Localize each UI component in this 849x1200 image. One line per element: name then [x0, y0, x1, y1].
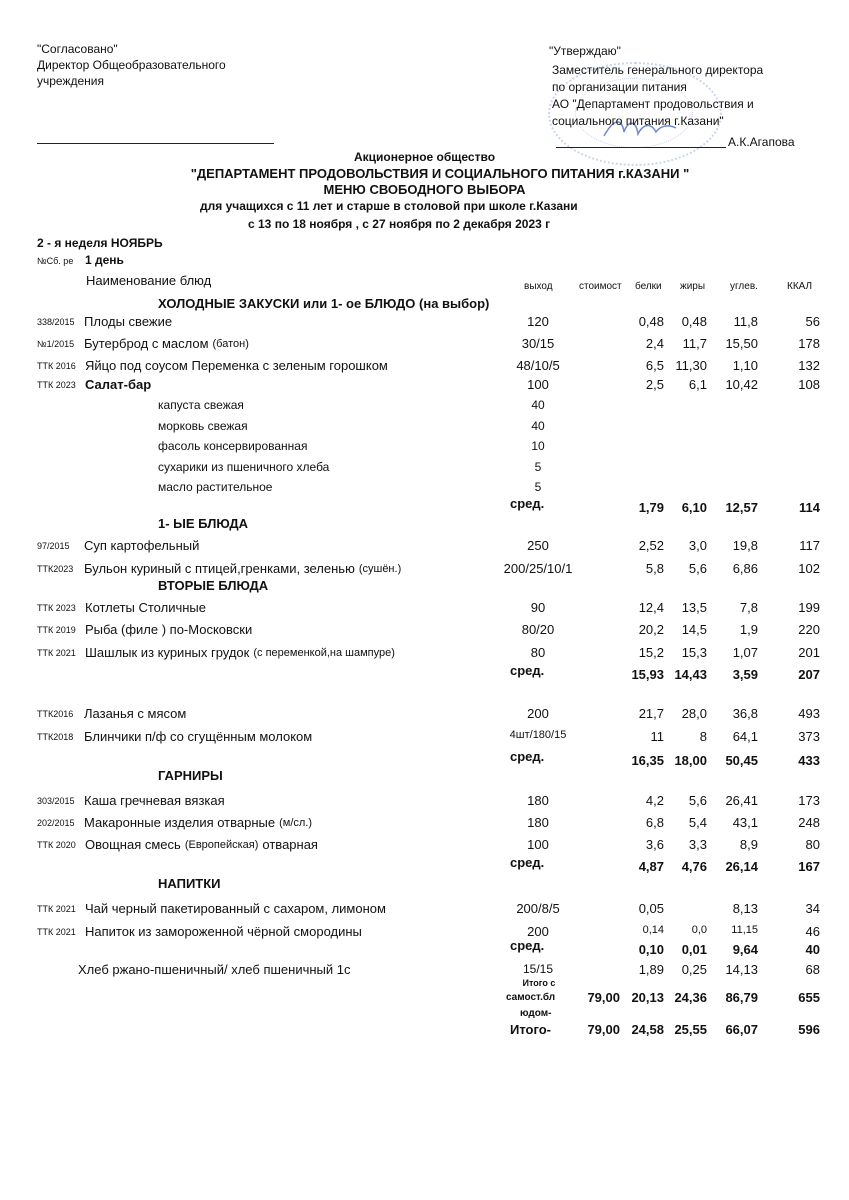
cell-c: 1,10: [732, 358, 758, 373]
cell-k: 117: [799, 538, 820, 553]
cell-c: 66,07: [725, 1022, 758, 1037]
cell-output: 5: [534, 480, 542, 494]
cell-f: 28,0: [681, 706, 707, 721]
total-label: Итого с: [522, 978, 556, 988]
cell-p: 0,10: [638, 942, 664, 957]
cell-output: 120: [527, 314, 549, 329]
cell-c: 86,79: [725, 990, 758, 1005]
recipe-code: ТТК 2020: [37, 840, 76, 850]
recipe-code: ТТК 2021: [37, 904, 76, 914]
cell-c: 1,07: [732, 645, 758, 660]
cell-f: 24,36: [674, 990, 707, 1005]
cell-f: 11,30: [675, 358, 707, 373]
average-label: сред.: [510, 749, 545, 764]
dish-note: (сушён.): [358, 563, 402, 575]
cell-c: 11,8: [733, 314, 758, 329]
cell-k: 56: [805, 314, 820, 329]
cell-f: 0,48: [681, 314, 707, 329]
cell-k: 248: [798, 815, 820, 830]
cell-output: 250: [527, 538, 549, 553]
cell-output: 15/15: [522, 962, 554, 976]
total-label: Итого-: [510, 1022, 551, 1037]
cell-p: 15,2: [638, 645, 664, 660]
cell-f: 13,5: [681, 600, 707, 615]
cell-p: 0,14: [642, 924, 664, 936]
cell-f: 0,25: [681, 962, 707, 977]
dish-name: Плоды свежие: [84, 314, 173, 329]
dish-note: (Европейская): [184, 839, 259, 851]
cell-p: 4,87: [638, 859, 664, 874]
col-header-name: Наименование блюд: [86, 273, 212, 288]
cell-output: 48/10/5: [516, 358, 560, 373]
recipe-code: 338/2015: [37, 317, 75, 327]
cell-p: 6,5: [645, 358, 664, 373]
section-heading: ХОЛОДНЫЕ ЗАКУСКИ или 1- ое БЛЮДО (на выбор): [158, 296, 490, 311]
dish-name: Блинчики п/ф со сгущённым молоком: [84, 729, 313, 744]
dish-name: Яйцо под соусом Переменка с зеленым горошком: [85, 358, 388, 373]
cell-output: 5: [534, 460, 542, 474]
approval-right-3: по организации питания: [552, 80, 687, 94]
cell-p: 1,89: [638, 962, 664, 977]
cell-output: 4шт/180/15: [509, 729, 567, 741]
cell-p: 0,48: [638, 314, 664, 329]
cell-output: 40: [531, 398, 545, 412]
cell-k: 108: [798, 377, 820, 392]
dish-name-cont: отварная: [262, 837, 318, 852]
ingredient-name: морковь свежая: [158, 419, 248, 433]
cell-output: 180: [527, 815, 549, 830]
cell-c: 26,41: [725, 793, 758, 808]
cell-c: 10,42: [725, 377, 758, 392]
recipe-code: ТТК 2023: [37, 380, 76, 390]
approval-left-3: учреждения: [37, 74, 104, 88]
dish-name: Шашлык из куриных грудок: [85, 645, 250, 660]
cell-c: 50,45: [725, 753, 758, 768]
signature-line-left: [37, 143, 274, 144]
approval-left-1: "Согласовано": [37, 42, 118, 56]
cell-p: 5,8: [645, 561, 664, 576]
week-label: 2 - я неделя НОЯБРЬ: [37, 236, 163, 250]
total-label: самост.бл: [506, 992, 556, 1003]
cell-c: 11,15: [731, 924, 758, 936]
cell-c: 12,57: [725, 500, 758, 515]
cell-f: 5,6: [688, 793, 707, 808]
dish-name: Овощная смесь: [85, 837, 181, 852]
cell-output: 100: [527, 837, 549, 852]
section-heading: ВТОРЫЕ БЛЮДА: [158, 578, 269, 593]
dish-name: Напиток из замороженной чёрной смородины: [85, 924, 362, 939]
dish-note: (батон): [212, 338, 249, 350]
menu-audience: для учащихся с 11 лет и старше в столовой при школе г.Казани: [200, 199, 578, 213]
cell-f: 25,55: [674, 1022, 707, 1037]
signature-line-right: [556, 147, 726, 148]
cell-c: 8,13: [732, 901, 758, 916]
cell-k: 80: [805, 837, 820, 852]
cell-k: 199: [798, 600, 820, 615]
cell-k: 201: [798, 645, 820, 660]
cell-k: 655: [798, 990, 820, 1005]
cell-k: 178: [798, 336, 820, 351]
signer-name: А.К.Агапова: [728, 135, 795, 149]
cell-c: 15,50: [725, 336, 758, 351]
ingredient-name: сухарики из пшеничного хлеба: [158, 460, 330, 474]
section-heading: 1- ЫЕ БЛЮДА: [158, 516, 249, 531]
cell-p: 6,8: [645, 815, 664, 830]
col-header-protein: белки: [635, 281, 662, 292]
cell-c: 36,8: [732, 706, 758, 721]
recipe-code: ТТК 2016: [37, 361, 76, 371]
col-header-carbs: углев.: [730, 281, 758, 292]
average-label: сред.: [510, 496, 545, 511]
dish-name: Чай черный пакетированный с сахаром, лимоном: [85, 901, 386, 916]
average-label: сред.: [510, 663, 545, 678]
dish-name: Лазанья с мясом: [84, 706, 187, 721]
bread-name: Хлеб ржано-пшеничный/ хлеб пшеничный 1с: [78, 962, 351, 977]
cell-p: 2,52: [638, 538, 664, 553]
cell-k: 493: [798, 706, 820, 721]
cell-p: 0,05: [638, 901, 664, 916]
cell-k: 596: [798, 1022, 820, 1037]
cell-f: 8: [699, 729, 707, 744]
company-name: "ДЕПАРТАМЕНТ ПРОДОВОЛЬСТВИЯ И СОЦИАЛЬНОГО ПИТАНИЯ г.КАЗАНИ ": [190, 166, 690, 181]
section-heading: НАПИТКИ: [158, 876, 221, 891]
cell-f: 15,3: [681, 645, 707, 660]
cell-p: 24,58: [631, 1022, 664, 1037]
ingredient-name: масло растительное: [158, 480, 273, 494]
cell-output: 80/20: [521, 622, 555, 637]
cell-c: 7,8: [739, 600, 758, 615]
cell-c: 26,14: [725, 859, 758, 874]
cell-c: 64,1: [732, 729, 758, 744]
cell-output: 200/8/5: [516, 901, 560, 916]
cell-f: 5,6: [688, 561, 707, 576]
cell-p: 20,13: [631, 990, 664, 1005]
cell-p: 2,4: [645, 336, 664, 351]
recipe-code: ТТК2023: [37, 564, 74, 574]
cell-c: 19,8: [732, 538, 758, 553]
day-label: 1 день: [85, 253, 124, 267]
dish-name: Салат-бар: [85, 377, 152, 392]
dish-note: (м/сл.): [279, 817, 313, 829]
col-header-output: выход: [524, 281, 553, 292]
approval-right-5: социального питания г.Казани": [552, 114, 724, 128]
cell-p: 21,7: [638, 706, 664, 721]
cell-c: 1,9: [739, 622, 758, 637]
recipe-code: ТТК 2021: [37, 648, 76, 658]
cell-output: 100: [527, 377, 549, 392]
cell-k: 220: [798, 622, 820, 637]
cell-k: 102: [798, 561, 820, 576]
cell-f: 6,10: [681, 500, 707, 515]
cell-p: 3,6: [645, 837, 664, 852]
col-header-kcal: ККАЛ: [787, 281, 813, 292]
cell-cost: 79,00: [587, 990, 620, 1005]
col-header-cost: стоимост: [579, 281, 622, 292]
recipe-code: ТТК 2019: [37, 625, 76, 635]
approval-right-1: "Утверждаю": [549, 44, 621, 58]
cell-f: 5,4: [688, 815, 707, 830]
dish-name: Бульон куриный с птицей,гренками, зеленью: [84, 561, 355, 576]
dish-name: Бутерброд с маслом: [84, 336, 209, 351]
approval-right-4: АО "Департамент продовольствия и: [552, 97, 754, 111]
dish-name: Суп картофельный: [84, 538, 200, 553]
cell-p: 4,2: [645, 793, 664, 808]
menu-title: МЕНЮ СВОБОДНОГО ВЫБОРА: [323, 182, 526, 197]
average-label: сред.: [510, 938, 545, 953]
cell-output: 200/25/10/1: [503, 561, 573, 576]
average-label: сред.: [510, 855, 545, 870]
cell-f: 6,1: [688, 377, 707, 392]
cell-p: 20,2: [638, 622, 664, 637]
cell-f: 14,43: [674, 667, 707, 682]
cell-p: 1,79: [638, 500, 664, 515]
recipe-code: №1/2015: [37, 339, 75, 349]
dish-note: (с переменкой,на шампуре): [253, 647, 395, 659]
cell-f: 0,01: [681, 942, 707, 957]
recipe-code: ТТК 2023: [37, 603, 76, 613]
cell-p: 12,4: [638, 600, 664, 615]
approval-right-2: Заместитель генерального директора: [552, 63, 764, 77]
menu-dates: с 13 по 18 ноября , с 27 ноября по 2 декабря 2023 г: [248, 217, 551, 231]
cell-k: 207: [798, 667, 820, 682]
cell-f: 3,0: [688, 538, 707, 553]
cell-c: 8,9: [739, 837, 758, 852]
cell-k: 173: [798, 793, 820, 808]
cell-k: 114: [799, 500, 820, 515]
cell-c: 43,1: [732, 815, 758, 830]
company-type: Акционерное общество: [353, 150, 496, 164]
approval-left-2: Директор Общеобразовательного: [37, 58, 226, 72]
cell-output: 80: [530, 645, 546, 660]
cell-output: 180: [527, 793, 549, 808]
cell-k: 373: [798, 729, 820, 744]
cell-p: 15,93: [631, 667, 664, 682]
cell-output: 40: [531, 419, 545, 433]
cell-f: 4,76: [681, 859, 707, 874]
cell-c: 3,59: [732, 667, 758, 682]
ingredient-name: фасоль консервированная: [158, 439, 308, 453]
recipe-number-label: №Сб. ре: [37, 256, 74, 266]
cell-c: 14,13: [725, 962, 758, 977]
cell-k: 167: [798, 859, 820, 874]
recipe-code: ТТК 2021: [37, 927, 76, 937]
cell-k: 132: [798, 358, 820, 373]
cell-f: 11,7: [682, 336, 707, 351]
cell-c: 9,64: [732, 942, 758, 957]
cell-p: 2,5: [645, 377, 664, 392]
cell-f: 14,5: [681, 622, 707, 637]
cell-p: 11: [650, 729, 664, 744]
cell-k: 433: [798, 753, 820, 768]
cell-k: 68: [805, 962, 820, 977]
dish-name: Рыба (филе ) по-Московски: [85, 622, 253, 637]
col-header-fat: жиры: [680, 281, 706, 292]
cell-k: 34: [805, 901, 820, 916]
dish-name: Каша гречневая вязкая: [84, 793, 225, 808]
cell-output: 200: [527, 924, 549, 939]
ingredient-name: капуста свежая: [158, 398, 244, 412]
recipe-code: 303/2015: [37, 796, 75, 806]
cell-output: 90: [530, 600, 546, 615]
cell-output: 200: [527, 706, 549, 721]
dish-name: Котлеты Столичные: [85, 600, 206, 615]
cell-f: 0,0: [691, 924, 707, 936]
cell-f: 18,00: [674, 753, 707, 768]
cell-k: 40: [805, 942, 820, 957]
recipe-code: ТТК2018: [37, 732, 74, 742]
recipe-code: 202/2015: [37, 818, 75, 828]
section-heading: ГАРНИРЫ: [158, 768, 223, 783]
dish-name: Макаронные изделия отварные: [84, 815, 276, 830]
total-label: юдом-: [520, 1008, 552, 1019]
cell-output: 30/15: [521, 336, 555, 351]
cell-f: 3,3: [688, 837, 707, 852]
cell-p: 16,35: [631, 753, 664, 768]
cell-cost: 79,00: [587, 1022, 620, 1037]
recipe-code: ТТК2016: [37, 709, 74, 719]
cell-output: 10: [531, 439, 545, 453]
cell-k: 46: [805, 924, 820, 939]
recipe-code: 97/2015: [37, 541, 70, 551]
cell-c: 6,86: [732, 561, 758, 576]
